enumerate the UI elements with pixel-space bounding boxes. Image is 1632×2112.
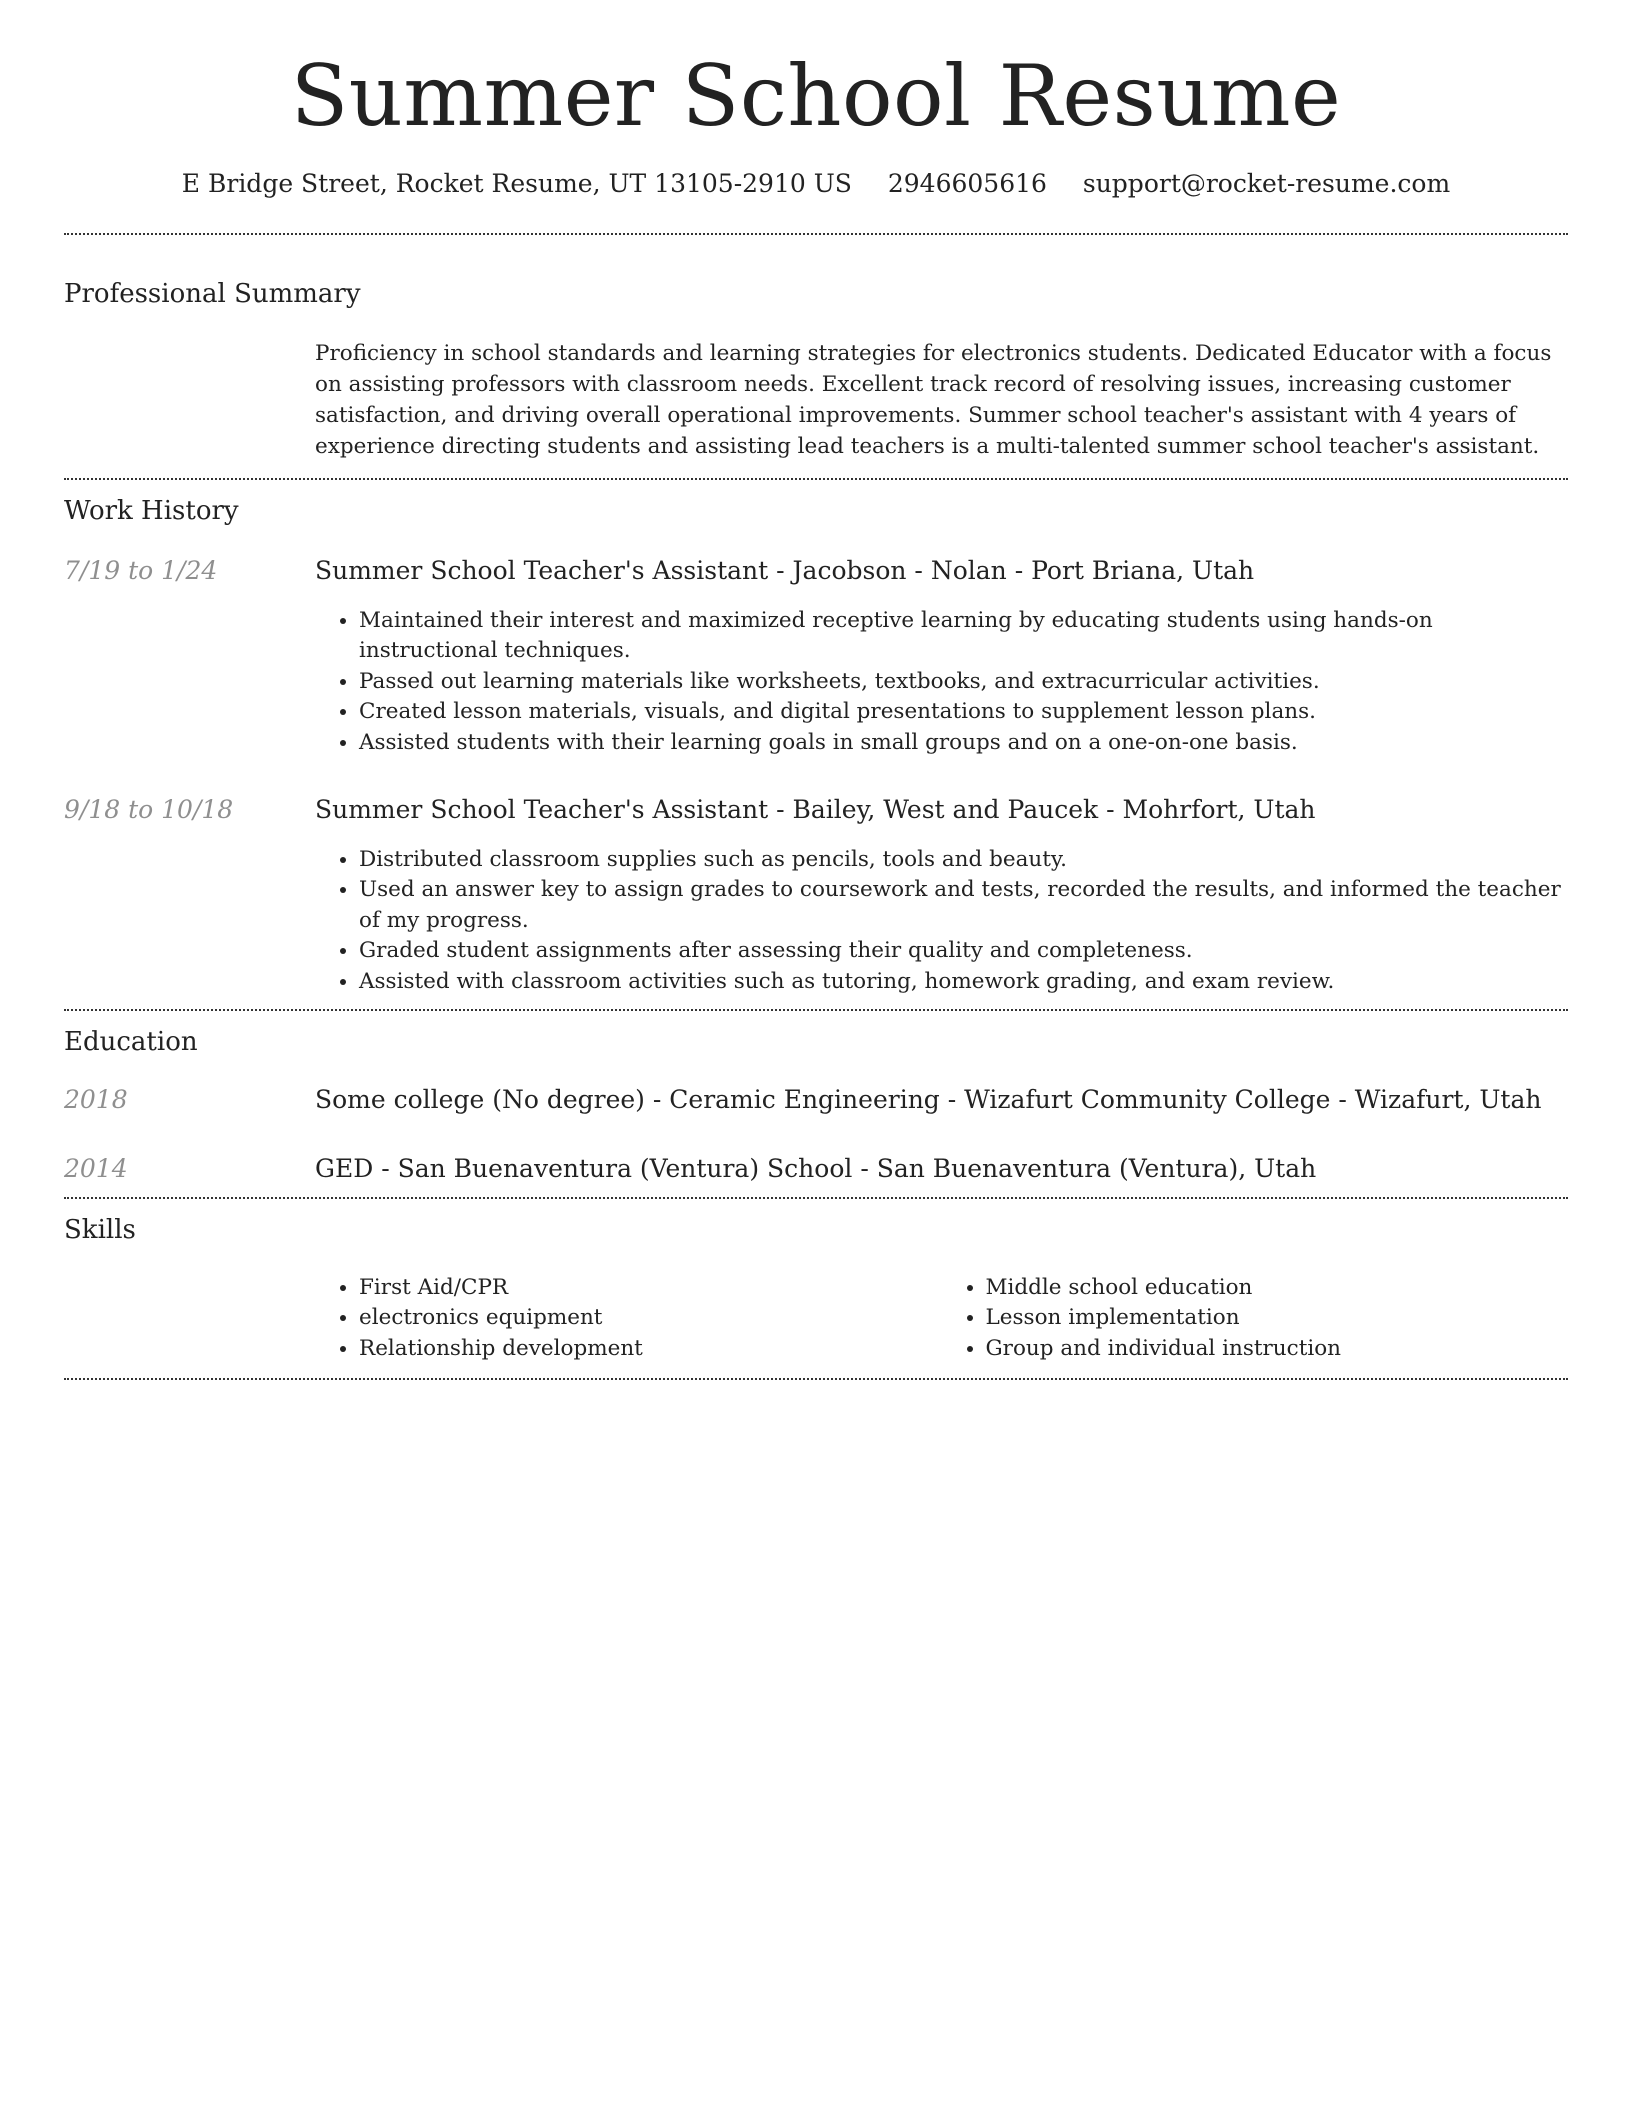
job-title: Summer School Teacher's Assistant - Bailey, West and Paucek - Mohrfort, Utah [315,795,1316,825]
skills-heading: Skills [64,1215,136,1246]
job-bullets [315,606,1568,759]
contact-email: support@rocket-resume.com [1082,169,1451,199]
job-bullets [315,845,1568,998]
education-entry [64,1153,1568,1198]
list-item: • Graded student assignments after assessing their quality and completeness. [359,936,1568,967]
list-item: • Middle school education [986,1273,1569,1304]
list-item: • Used an answer key to assign grades to coursework and tests, recorded the results, and informed the teacher of my progress. [359,875,1568,936]
list-item: • Passed out learning materials like worksheets, textbooks, and extracurricular activities. [359,667,1568,698]
education-text: Some college (No degree) - Ceramic Engineering - Wizafurt Community College - Wizafurt, Utah [315,1085,1542,1115]
contact-line [64,168,1568,201]
section-divider [64,233,1568,235]
education-year: 2014 [64,1153,128,1183]
education-entry [64,1084,1568,1117]
list-item: • electronics equipment [359,1303,942,1334]
job-entry [64,794,1568,1009]
list-item: • First Aid/CPR [359,1273,942,1304]
contact-phone: 2946605616 [887,169,1047,199]
summary-section [64,279,1568,478]
job-dates: 7/19 to 1/24 [64,556,218,586]
education-content [315,1153,1568,1186]
list-item: • Maintained their interest and maximized receptive learning by educating students using hands-on instructional techniques. [359,606,1568,667]
job-content [315,794,1568,997]
job-entry [64,555,1568,758]
list-item: • Assisted students with their learning goals in small groups and on a one-on-one basis. [359,728,1568,759]
list-item: • Created lesson materials, visuals, and digital presentations to supplement lesson plans. [359,697,1568,728]
job-title: Summer School Teacher's Assistant - Jacobson - Nolan - Port Briana, Utah [315,556,1255,586]
resume-header [64,0,1568,201]
list-item: • Relationship development [359,1334,942,1365]
list-item: • Assisted with classroom activities such as tutoring, homework grading, and exam review. [359,967,1568,998]
list-item: • Lesson implementation [986,1303,1569,1334]
skills-section [64,1199,1568,1378]
contact-address: E Bridge Street, Rocket Resume, UT 13105-2910 US [181,169,852,199]
job-content [315,555,1568,758]
section-divider [64,1378,1568,1380]
skills-columns [315,1273,1568,1379]
page-title: Summer School Resume [290,47,1342,145]
work-history-section [64,480,1568,1009]
list-item: • Group and individual instruction [986,1334,1569,1365]
list-item: • Distributed classroom supplies such as pencils, tools and beauty. [359,845,1568,876]
education-heading: Education [64,1027,198,1058]
education-text: GED - San Buenaventura (Ventura) School - San Buenaventura (Ventura), Utah [315,1153,1317,1183]
summary-heading: Professional Summary [64,278,361,309]
work-history-heading: Work History [64,496,239,527]
skills-list-left [315,1273,942,1365]
job-dates: 9/18 to 10/18 [64,795,234,825]
education-section [64,1011,1568,1197]
skills-list-right [942,1273,1569,1365]
education-year: 2018 [64,1085,128,1115]
education-content [315,1084,1568,1117]
summary-text: Proficiency in school standards and learning strategies for electronics students. Dedicated Educator with a focus on assisting professors with classroom needs. Excellent track record of resolving issues, increasing customer satisfaction, and driving overall operational improvements. Summer school teacher's assistant with 4 years of experience directing students and assisting lead teachers is a multi-talented summer school teacher's assistant. [315,341,1552,460]
